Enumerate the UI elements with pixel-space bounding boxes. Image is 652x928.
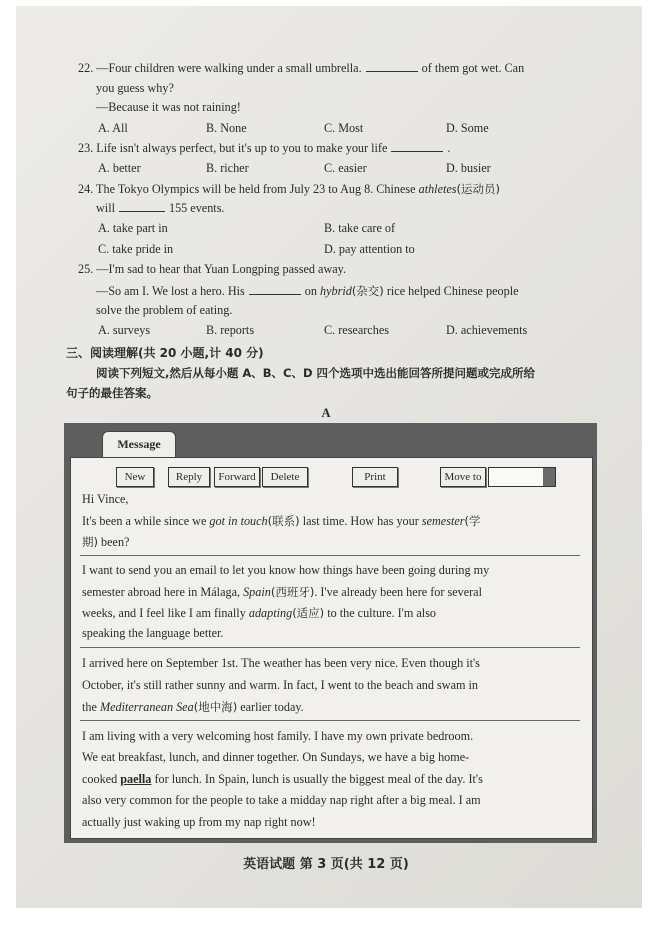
q22-text-b: of them got wet. Can	[421, 61, 525, 75]
q22-option-d: D. Some	[446, 121, 489, 135]
text: to the culture. I'm also	[327, 606, 437, 620]
q24-option-a: A. take part in	[98, 221, 168, 235]
passage-label: A	[321, 406, 331, 420]
q25-text-c: rice helped Chinese people	[386, 284, 519, 298]
q23-option-c: C. easier	[324, 161, 367, 175]
text: for lunch. In Spain, lunch is usually the biggest meal of the day. It's	[154, 772, 483, 786]
message-p1-line1	[82, 513, 481, 529]
italic-word: Spain	[243, 585, 271, 599]
text: last time. How has your	[302, 514, 419, 528]
delete-button[interactable]: Delete	[262, 467, 308, 487]
message-p4-line1: I am living with a very welcoming host family. I have my own private bedroom.	[82, 729, 474, 743]
q24-option-c: C. take pride in	[98, 242, 174, 256]
text: earlier today.	[240, 700, 304, 714]
paragraph-divider	[80, 647, 580, 648]
q23-option-a: A. better	[98, 161, 141, 175]
q24-text: 24. The Tokyo Olympics will be held from July 23 to Aug 8. Chinese	[78, 182, 416, 196]
q22-stem-line2: you guess why?	[96, 81, 174, 95]
q25-italic-word: hybrid	[319, 284, 352, 298]
message-greeting: Hi Vince,	[82, 492, 129, 506]
underlined-word: paella	[120, 772, 152, 786]
message-p4-line2: We eat breakfast, lunch, and dinner together. On Sundays, we have a big home-	[82, 750, 470, 764]
q24-option-b: B. take care of	[324, 221, 396, 235]
italic-word: got in touch	[209, 514, 268, 528]
q24-option-d: D. pay attention to	[324, 242, 415, 256]
q25-option-a: A. surveys	[98, 323, 151, 337]
text: weeks, and I feel like I am finally	[82, 606, 246, 620]
q22-option-b: B. None	[206, 121, 247, 135]
text: semester abroad here in Málaga,	[82, 585, 241, 599]
move-to-dropdown[interactable]	[488, 467, 556, 487]
message-p4-line3	[82, 772, 483, 787]
move-to-button[interactable]: Move to	[440, 467, 486, 487]
q23-option-d: D. busier	[446, 161, 491, 175]
italic-word: adapting	[248, 606, 293, 620]
q24-blank	[119, 201, 165, 212]
text: It's been a while since we	[82, 514, 207, 528]
paragraph-divider	[80, 720, 580, 721]
message-p4-line5: actually just waking up from my nap right now!	[82, 815, 316, 829]
text: cooked	[82, 772, 118, 786]
q25-option-d: D. achievements	[446, 323, 528, 337]
page-footer: 英语试题 第 3 页(共 12 页)	[243, 857, 409, 872]
q23-text-b: .	[447, 141, 451, 155]
q25-text-b: on	[304, 284, 317, 298]
q24-italic-word: athletes	[418, 182, 457, 196]
q22-text: 22. —Four children were walking under a small umbrella.	[78, 61, 362, 75]
q24-cn-gloss: (运动员)	[456, 182, 501, 196]
message-p3-line1: I arrived here on September 1st. The weather has been very nice. Even though it's	[82, 656, 480, 670]
q24-text-c: 155 events.	[168, 201, 225, 215]
cn-gloss: 期)	[82, 535, 98, 549]
q25-blank	[249, 284, 301, 295]
message-p3-line3	[82, 699, 304, 715]
message-p2-line1: I want to send you an email to let you know how things have been going during my	[82, 563, 490, 577]
q25-cn-gloss: (杂交)	[351, 284, 384, 298]
new-button[interactable]: New	[116, 467, 154, 487]
q22-option-c: C. Most	[324, 121, 364, 135]
message-p4-line4: also very common for the people to take a midday nap right after a big meal. I am	[82, 793, 481, 807]
q25-stem-line1: 25. —I'm sad to hear that Yuan Longping passed away.	[78, 262, 346, 276]
q25-stem-line3: solve the problem of eating.	[96, 303, 233, 317]
section-instruction-1: 阅读下列短文,然后从每小题 A、B、C、D 四个选项中选出能回答所提问题或完成所给	[96, 366, 536, 380]
q25-stem-line2	[96, 283, 518, 299]
message-p1-line2	[82, 534, 129, 550]
message-p3-line2: October, it's still rather sunny and warm. In fact, I went to the beach and swam in	[82, 678, 478, 692]
q23-blank	[391, 141, 443, 152]
q24-stem-line2	[96, 201, 224, 216]
text: been?	[101, 535, 130, 549]
cn-gloss: (西班牙)	[270, 585, 315, 599]
cn-gloss: (联系)	[267, 514, 300, 528]
text: . I've already been here for several	[314, 585, 482, 599]
print-button[interactable]: Print	[352, 467, 398, 487]
section-heading: 三、阅读理解(共 20 小题,计 40 分)	[66, 346, 264, 360]
dropdown-arrow-icon[interactable]	[543, 468, 555, 486]
section-instruction-2: 句子的最佳答案。	[66, 386, 158, 400]
q25-option-b: B. reports	[206, 323, 255, 337]
cn-gloss: (学	[464, 514, 481, 528]
q24-text-b: will	[96, 201, 115, 215]
tab-message[interactable]: Message	[102, 431, 176, 458]
message-p2-line2	[82, 584, 482, 600]
q23-text: 23. Life isn't always perfect, but it's up to you to make your life	[78, 141, 388, 155]
forward-button[interactable]: Forward	[214, 467, 260, 487]
q22-stem-line1	[78, 61, 524, 76]
q23-option-b: B. richer	[206, 161, 249, 175]
cn-gloss: (适应)	[292, 606, 325, 620]
reply-button[interactable]: Reply	[168, 467, 210, 487]
italic-word: Mediterranean Sea	[99, 700, 194, 714]
q23-stem	[78, 141, 450, 156]
q22-stem-line3: —Because it was not raining!	[96, 100, 241, 114]
q25-text: —So am I. We lost a hero. His	[96, 284, 245, 298]
message-p2-line4: speaking the language better.	[82, 626, 224, 640]
q22-option-a: A. All	[98, 121, 128, 135]
italic-word: semester	[421, 514, 465, 528]
q22-blank	[366, 61, 418, 72]
text: the	[82, 700, 97, 714]
paragraph-divider	[80, 555, 580, 556]
cn-gloss: (地中海)	[193, 700, 238, 714]
q25-option-c: C. researches	[324, 323, 389, 337]
q24-stem-line1	[78, 181, 500, 197]
message-p2-line3	[82, 605, 436, 621]
